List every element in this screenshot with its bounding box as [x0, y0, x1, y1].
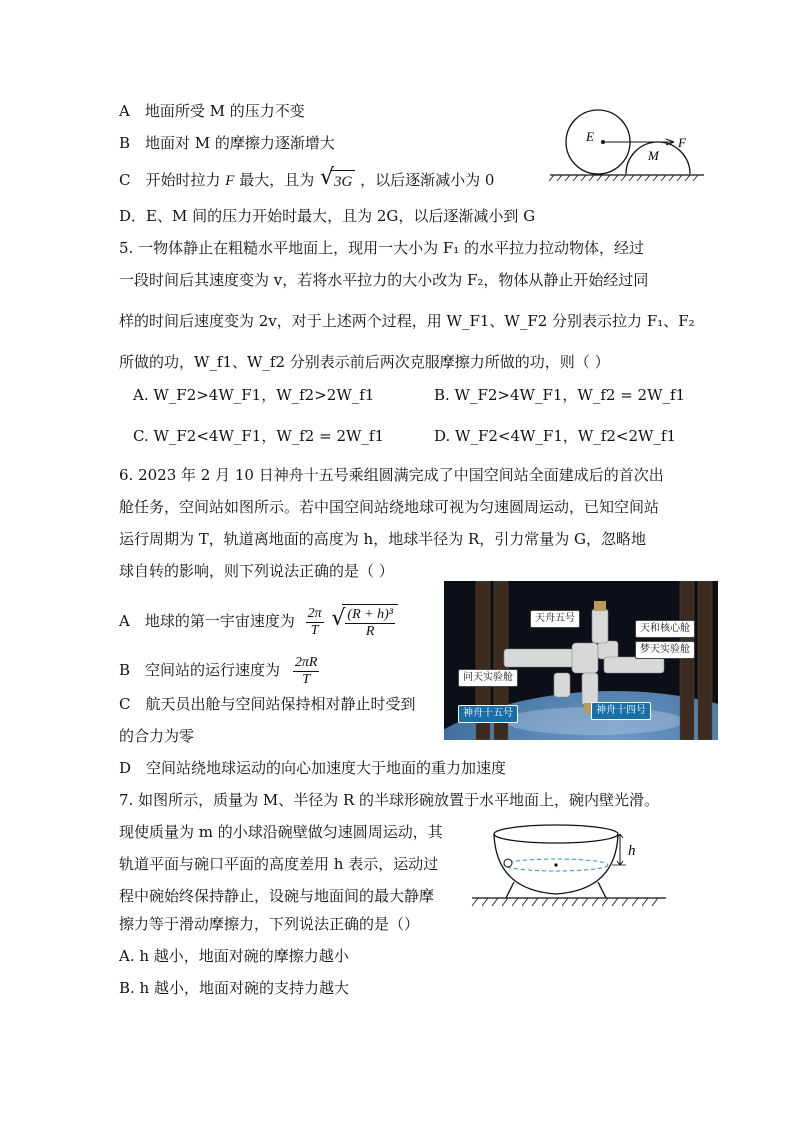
q6-option-a-fraction: $\frac{2\pi}{T}$	[307, 605, 322, 638]
q5-line-3: 样的时间后速度变为 2v，对于上述两个过程，用 W_F1、W_F2 分别表示拉力 F₁、F₂	[119, 312, 695, 330]
q4-option-c-tail: ，以后逐渐减小为 0	[360, 171, 495, 189]
q6-option-b-text: B 空间站的运行速度为	[119, 661, 281, 679]
q4-option-d: D．E、M 间的压力开始时最大，且为 2G，以后逐渐减小到 G	[119, 207, 536, 225]
space-station-photo	[444, 581, 718, 740]
q5-option-a: A. W_F2>4W_F1，W_f2>2W_f1	[133, 386, 375, 404]
q6-option-a-radical: √ $\frac{\text{(R + h)³}}{R}$	[342, 604, 398, 640]
q7-line-5: 擦力等于滑动摩擦力，下列说法正确的是（）	[119, 915, 420, 933]
q6-line-2: 舱任务，空间站如图所示。若中国空间站绕地球可视为匀速圆周运动，已知空间站	[119, 498, 660, 516]
q4-option-b: B 地面对 M 的摩擦力逐渐增大	[119, 134, 335, 152]
q5-line-4: 所做的功，W_f1、W_f2 分别表示前后两次克服摩擦力所做的功，则（ ）	[119, 353, 610, 371]
q4-figure	[546, 104, 706, 184]
label-shenzhou-14: 神舟十四号	[591, 702, 651, 720]
q4-option-c	[119, 170, 494, 192]
q4-figure-label-e: E	[586, 129, 594, 144]
q4-option-c-value: 3G	[334, 174, 353, 190]
q6-option-b	[119, 653, 319, 688]
q6-option-c-line-2: 的合力为零	[119, 727, 195, 745]
q4-figure-label-f: F	[678, 135, 686, 150]
q6-option-a-text: A 地球的第一宇宙速度为	[119, 612, 295, 630]
q4-option-a: A 地面所受 M 的压力不变	[119, 102, 305, 120]
label-wentian-lab: 问天实验舱	[458, 669, 518, 687]
q6-line-1: 6. 2023 年 2 月 10 日神舟十五号乘组圆满完成了中国空间站全面建成后的首次出	[119, 466, 664, 484]
q6-line-3: 运行周期为 T，轨道离地面的高度为 h，地球半径为 R，引力常量为 G，忽略地	[119, 530, 647, 548]
q4-option-c-mid: 最大，且为	[239, 171, 315, 189]
q7-line-3: 轨道平面与碗口平面的高度差用 h 表示，运动过	[119, 855, 439, 873]
q7-line-4: 程中碗始终保持静止，设碗与地面间的最大静摩	[119, 887, 435, 905]
label-tianhe-core-module: 天和核心舱	[635, 620, 695, 638]
label-shenzhou-15: 神舟十五号	[458, 705, 518, 723]
q7-option-b: B. h 越小，地面对碗的支持力越大	[119, 979, 349, 997]
q6-option-a	[119, 604, 398, 640]
q4-figure-label-m: M	[648, 148, 659, 163]
q6-option-c-line-1: C 航天员出舱与空间站保持相对静止时受到	[119, 695, 416, 713]
q4-option-c-force: F	[225, 173, 235, 189]
q5-line-2: 一段时间后其速度变为 v，若将水平拉力的大小改为 F₂，物体从静止开始经过同	[119, 271, 649, 289]
label-tianzhou-5: 天舟五号	[530, 610, 580, 628]
q6-option-d: D 空间站绕地球运动的向心加速度大于地面的重力加速度	[119, 759, 507, 777]
q7-line-1: 7. 如图所示，质量为 M、半径为 R 的半球形碗放置于水平地面上，碗内壁光滑。	[119, 791, 660, 809]
bowl-figure-label-h: h	[628, 843, 636, 859]
q6-option-b-fraction: $\frac{2\pi R}{T}$	[294, 654, 318, 687]
bowl-figure	[470, 818, 680, 910]
q6-line-4: 球自转的影响，则下列说法正确的是（ ）	[119, 562, 394, 580]
q5-option-c: C. W_F2<4W_F1，W_f2 = 2W_f1	[133, 427, 385, 445]
q7-line-2: 现使质量为 m 的小球沿碗壁做匀速圆周运动，其	[119, 823, 443, 841]
q5-option-b: B. W_F2>4W_F1，W_f2 = 2W_f1	[434, 386, 686, 404]
q7-option-a: A. h 越小，地面对碗的摩擦力越小	[119, 947, 349, 965]
label-mengtian-lab: 梦天实验舱	[635, 641, 695, 659]
q5-option-d: D. W_F2<4W_F1，W_f2<2W_f1	[434, 427, 677, 445]
q4-option-c-text: C 开始时拉力	[119, 171, 221, 189]
q5-line-1: 5. 一物体静止在粗糙水平地面上，现用一大小为 F₁ 的水平拉力拉动物体，经过	[119, 239, 645, 257]
